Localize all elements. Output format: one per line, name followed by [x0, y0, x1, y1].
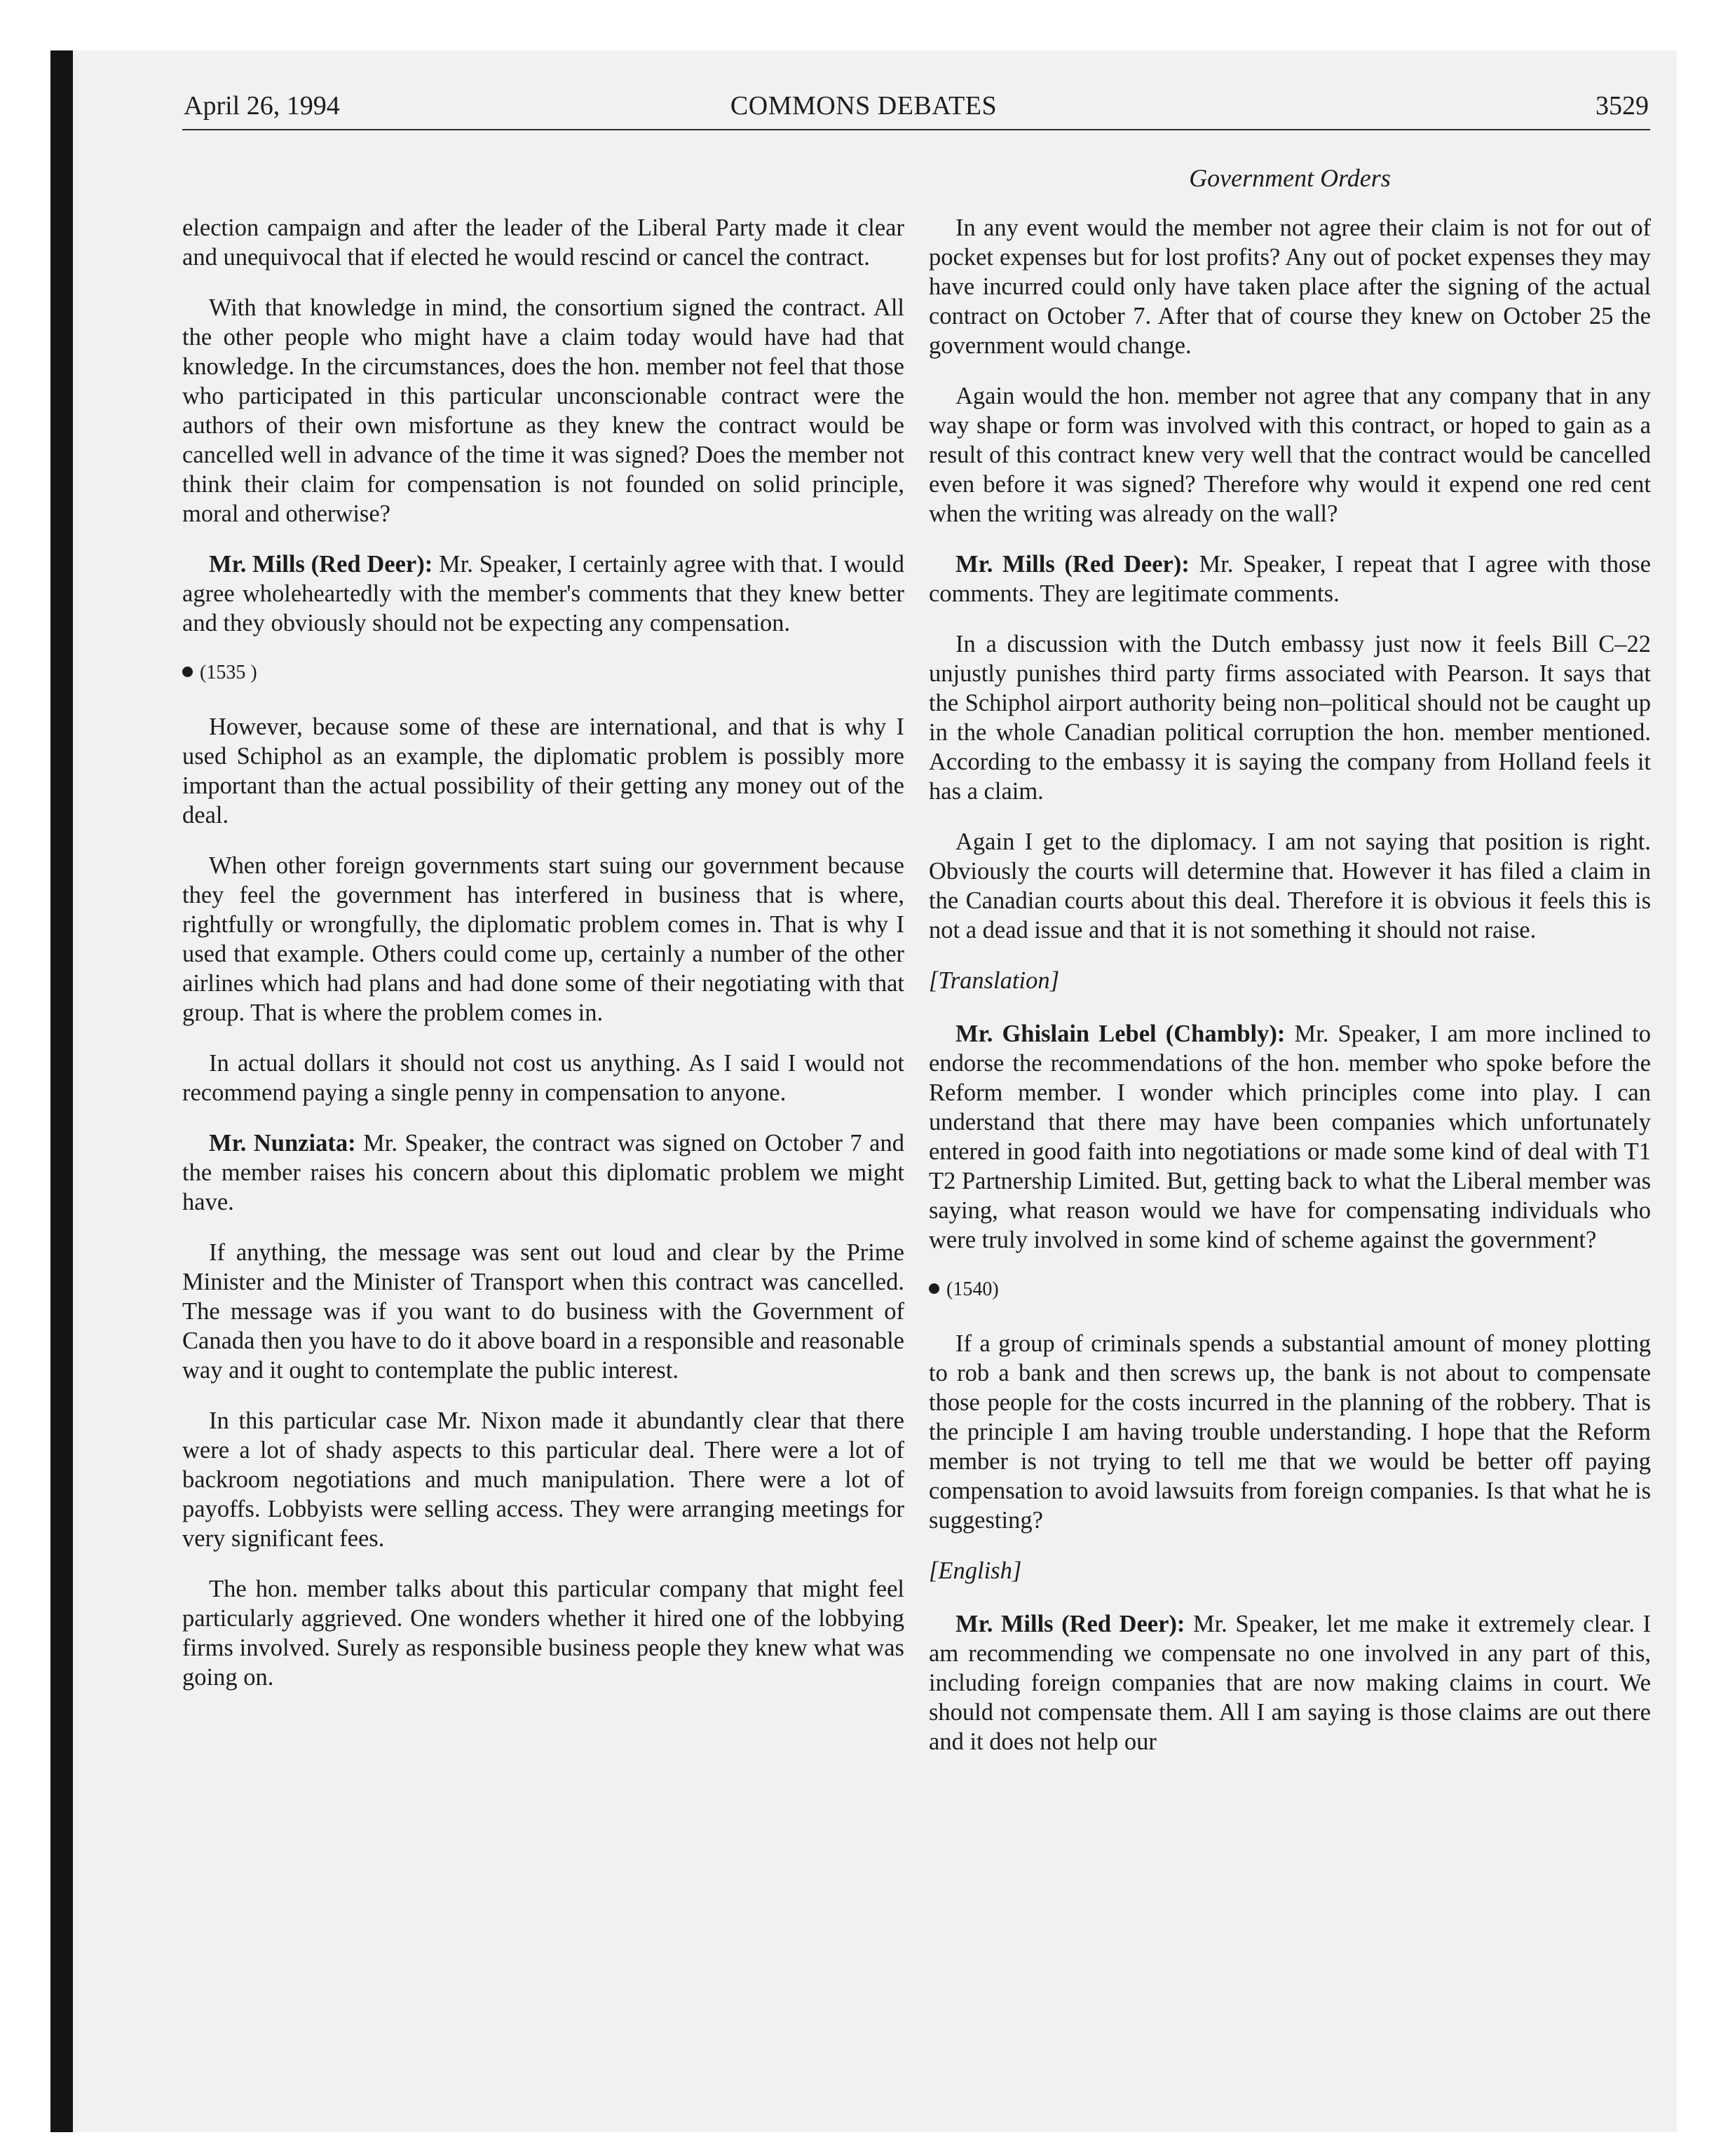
paragraph: Again I get to the diplomacy. I am not saying that position is right. Obviously the courts will determine that. However it has filed a claim in the Canadian courts about this deal. Therefore it is obvious it feels this is not a dead issue and that it is not something it should not raise. — [929, 828, 1651, 943]
section-label: Government Orders — [1189, 164, 1391, 192]
speech-paragraph — [929, 1609, 1651, 1756]
binding-edge — [50, 50, 73, 2132]
speech-paragraph — [182, 1128, 904, 1217]
left-column — [182, 213, 904, 1713]
paragraph: In actual dollars it should not cost us anything. As I said I would not recommend paying a single penny in compensation to anyone. — [182, 1050, 904, 1106]
speech-text: Mr. Speaker, I repeat that I agree with those comments. They are legitimate comments. — [929, 551, 1651, 607]
bullet-dot-icon — [182, 667, 193, 677]
paragraph: If anything, the message was sent out loud and clear by the Prime Minister and the Minister of Transport when this contract was cancelled. The message was if you want to do business with the Government of Canada then you have to do it above board in a responsible and reasonable way and it ought to contemplate the public interest. — [182, 1239, 904, 1384]
speaker-name: Mr. Mills (Red Deer): — [955, 1611, 1185, 1637]
paragraph: In a discussion with the Dutch embassy just now it feels Bill C–22 unjustly punishes third party firms associated with Pearson. It says that the Schiphol airport authority being non–political should not be caught up in the whole Canadian political corruption the hon. member mentioned. According to the embassy it is saying the company from Holland feels it has a claim. — [929, 631, 1651, 805]
speech-text: Mr. Speaker, I am more inclined to endorse the recommendations of the hon. member who spoke before the Reform member. I wonder which principles come into play. I can understand that there may have been companies which unfortunately entered in good faith into negotiations or made some kind of deal with T1 T2 Partnership Limited. But, getting back to what the Liberal member was saying, what reason would we have for compensating individuals who were truly involved in some kind of scheme against the government? — [929, 1021, 1652, 1253]
header-page-number: 3529 — [1595, 91, 1649, 121]
hansard-page — [50, 50, 1677, 2132]
speech-paragraph — [182, 550, 904, 638]
speech-text: Mr. Speaker, let me make it extremely clear. I am recommending we compensate no one involved in any part of this, including foreign companies that are now making claims in court. We should not compensate them. All I am saying is those claims are out there and it does not help our — [929, 1611, 1652, 1755]
time-marker — [929, 1276, 1651, 1304]
paragraph: The hon. member talks about this particular company that might feel particularly aggrieved. One wonders whether it hired one of the lobbying firms involved. Surely as responsible business people they knew what was going on. — [182, 1576, 904, 1691]
paragraph: If a group of criminals spends a substantial amount of money plotting to rob a bank and then screws up, the bank is not about to compensate those people for the costs incurred in the planning of the robbery. That is the principle I am having trouble understanding. I hope that the Reform member is not trying to tell me that we would be better off paying compensation to avoid lawsuits from foreign companies. Is that what he is suggesting? — [929, 1330, 1651, 1534]
time-marker — [182, 659, 904, 687]
speaker-name: Mr. Mills (Red Deer): — [955, 551, 1190, 578]
speech-text: Mr. Speaker, the contract was signed on October 7 and the member raises his concern about this diplomatic problem we might have. — [182, 1130, 904, 1215]
paragraph: However, because some of these are international, and that is why I used Schiphol as an example, the diplomatic problem is possibly more important than the actual possibility of their getting any money out of the deal. — [182, 714, 904, 828]
bullet-dot-icon — [929, 1283, 939, 1294]
paragraph: When other foreign governments start suing our government because they feel the government has interfered in business that is where, rightfully or wrongfully, the diplomatic problem comes in. That is why I used that example. Others could come up, certainly a number of the other airlines which had plans and had done some of their negotiating with that group. That is where the problem comes in. — [182, 852, 904, 1026]
paragraph: With that knowledge in mind, the consortium signed the contract. All the other people who might have a claim today would have had that knowledge. In the circumstances, does the hon. member not feel that those who participated in this particular unconscionable contract were the authors of their own misfortune as they knew the contract would be cancelled well in advance of the time it was signed? Does the member not think their claim for compensation is not founded on solid principle, moral and otherwise? — [182, 294, 904, 527]
header-title: COMMONS DEBATES — [730, 91, 998, 121]
paragraph: election campaign and after the leader of the Liberal Party made it clear and unequivocal that if elected he would rescind or cancel the contract. — [182, 214, 904, 271]
paragraph: Again would the hon. member not agree that any company that in any way shape or form was involved with this contract, or hoped to gain as a result of this contract knew very well that the contract would be cancelled even before it was signed? Therefore why would it expend one red cent when the writing was already on the wall? — [929, 383, 1651, 527]
time-marker-text: (1540) — [946, 1278, 999, 1300]
paragraph: In this particular case Mr. Nixon made it abundantly clear that there were a lot of shady aspects to this particular deal. There were a lot of backroom negotiations and much manipulation. There were a lot of payoffs. Lobbyists were selling access. They were arranging meetings for very significant fees. — [182, 1407, 904, 1552]
speech-paragraph — [929, 550, 1651, 608]
right-column — [929, 213, 1651, 1778]
speech-paragraph — [929, 1019, 1651, 1255]
header-rule — [182, 129, 1650, 130]
speaker-name: Mr. Mills (Red Deer): — [209, 551, 433, 578]
language-note: [Translation] — [929, 967, 1059, 994]
speaker-name: Mr. Ghislain Lebel (Chambly): — [955, 1021, 1286, 1047]
speech-text: Mr. Speaker, I certainly agree with that. I would agree wholeheartedly with the member's comments that they knew better and they obviously should not be expecting any compensation. — [182, 551, 905, 636]
language-note: [English] — [929, 1557, 1022, 1584]
header-date: April 26, 1994 — [184, 91, 340, 121]
time-marker-text: (1535 ) — [200, 662, 257, 683]
speaker-name: Mr. Nunziata: — [209, 1130, 356, 1157]
paragraph: In any event would the member not agree their claim is not for out of pocket expenses but for lost profits? Any out of pocket expenses they may have incurred could only have taken place after the signing of the actual contract on October 7. After that of course they knew on October 25 the government would change. — [929, 214, 1651, 359]
